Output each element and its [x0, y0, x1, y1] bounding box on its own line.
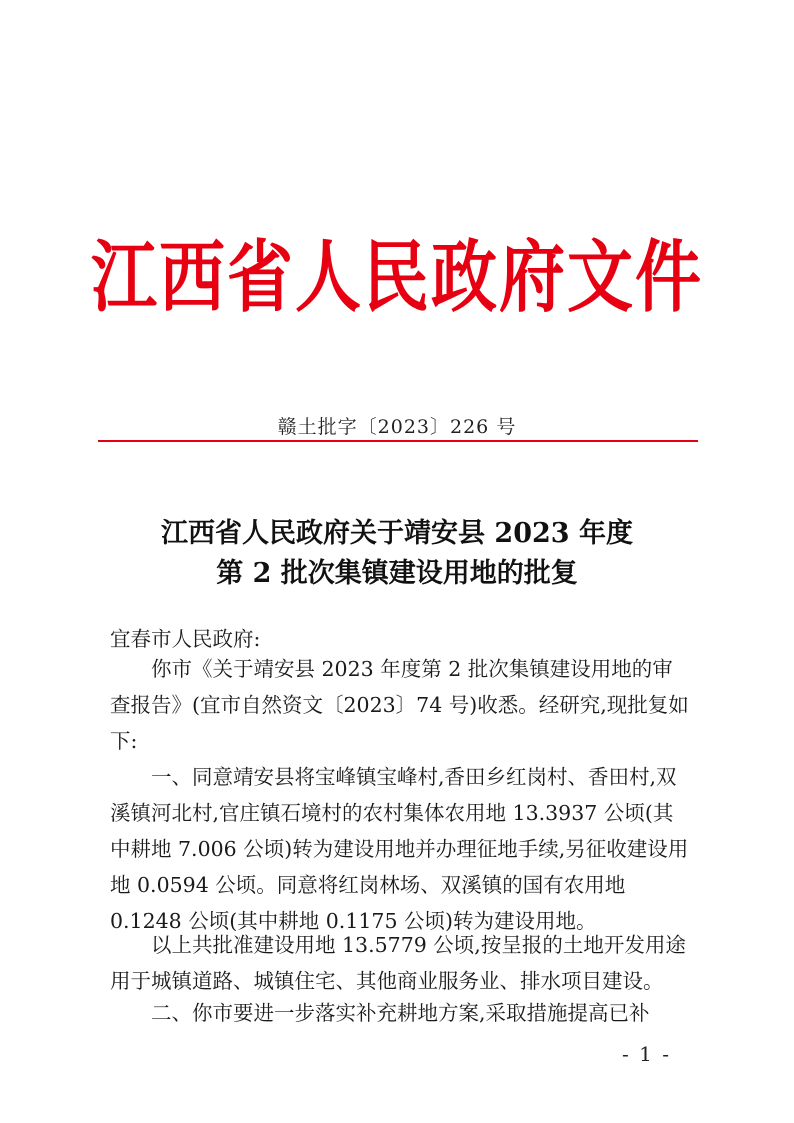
- paragraph-1: 你市《关于靖安县 2023 年度第 2 批次集镇建设用地的审查报告》(宜市自然资文〔2023〕74 号)收悉。经研究,现批复如下:: [110, 657, 689, 753]
- paragraph-3: 以上共批准建设用地 13.5779 公顷,按呈报的土地开发用途用于城镇道路、城镇住宅、其他商业服务业、排水项目建设。: [110, 933, 686, 993]
- addressee: 宜春市人民政府:: [110, 627, 261, 651]
- page-number: - 1 -: [622, 1042, 671, 1066]
- document-title-line-2: 第 2 批次集镇建设用地的批复: [216, 558, 578, 589]
- masthead-title: 江西省人民政府文件: [91, 230, 703, 323]
- paragraph-2: 一、同意靖安县将宝峰镇宝峰村,香田乡红岗村、香田村,双溪镇河北村,官庄镇石境村的农村集体农用地 13.3937 公顷(其中耕地 7.006 公顷)转为建设用地并办理征地手续,另征收建设用地 0.0594 公顷。同意将红岗林场、双溪镇的国有农用地 0.1248 公顷(其中耕地 0.1175 公顷)转为建设用地。: [110, 765, 689, 933]
- document-number: 赣土批字〔2023〕226 号: [277, 416, 517, 438]
- red-divider-line: [98, 440, 698, 442]
- document-title-line-1: 江西省人民政府关于靖安县 2023 年度: [161, 518, 633, 549]
- paragraph-4: 二、你市要进一步落实补充耕地方案,采取措施提高已补: [151, 1001, 650, 1025]
